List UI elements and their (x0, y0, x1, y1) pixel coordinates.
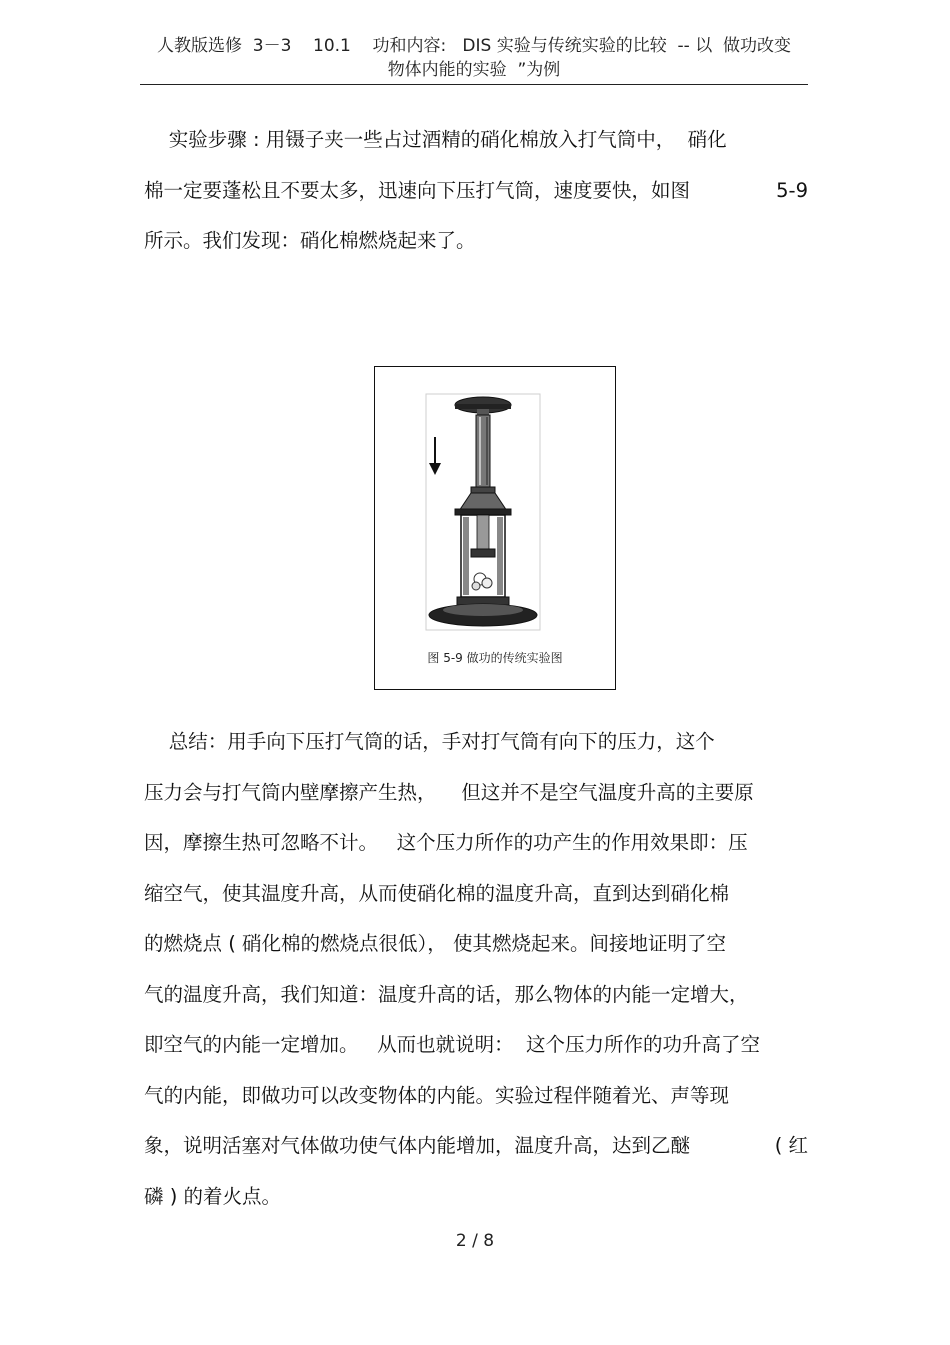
text-line (144, 179, 808, 230)
text-line: 缩空气，使其温度升高，从而使硝化棉的温度升高，直到达到硝化棉 (144, 881, 730, 905)
summary-paragraph (144, 730, 808, 1235)
page-number: 2 / 8 (455, 1231, 495, 1251)
text-line: 因，摩擦生热可忽略不计。 这个压力所作的功产生的作用效果即：压 (144, 831, 748, 854)
text-line: 总结：用手向下压打气筒的话，手对打气筒有向下的压力，这个 (144, 730, 715, 753)
text-line: 压力会与打气筒内壁摩擦产生热， 但这并不是空气温度升高的主要原 (144, 780, 754, 804)
text-line: 即空气的内能一定增加。 从而也就说明： 这个压力所作的功升高了空 (144, 1033, 760, 1056)
figure-reference: 5-9 (776, 178, 808, 202)
text-segment: 棉一定要蓬松且不要太多，迅速向下压打气筒，速度要快，如图 (144, 178, 691, 202)
text-line: 磷 ) 的着火点。 (144, 1184, 282, 1208)
header-divider (140, 84, 808, 85)
text-line: 气的温度升高，我们知道：温度升高的话，那么物体的内能一定增大， (144, 982, 749, 1006)
experiment-steps-paragraph (144, 128, 808, 280)
text-segment: ( 红 (774, 1134, 808, 1157)
header-line-1: 人教版选修 3－3 10.1 功和内容: DIS 实验与传统实验的比较 -- 以 做功改变 (156, 36, 792, 56)
text-line (144, 1134, 808, 1185)
text-line: 实验步骤 : 用镊子夹一些占过酒精的硝化棉放入打气筒中， 硝化 (144, 128, 727, 151)
page-header (140, 34, 808, 82)
header-line-2: 物体内能的实验 ”为例 (387, 60, 561, 80)
air-pump-illustration (425, 393, 541, 631)
text-line: 所示。我们发现：硝化棉燃烧起来了。 (144, 229, 476, 252)
figure-frame (374, 366, 616, 690)
text-line: 的燃烧点 ( 硝化棉的燃烧点很低）， 使其燃烧起来。间接地证明了空 (144, 932, 726, 955)
figure-caption: 图 5-9 做功的传统实验图 (427, 651, 563, 665)
text-line: 气的内能，即做功可以改变物体的内能。实验过程伴随着光、声等现 (144, 1083, 730, 1107)
text-segment: 象，说明活塞对气体做功使气体内能增加，温度升高，达到乙醚 (144, 1134, 691, 1157)
